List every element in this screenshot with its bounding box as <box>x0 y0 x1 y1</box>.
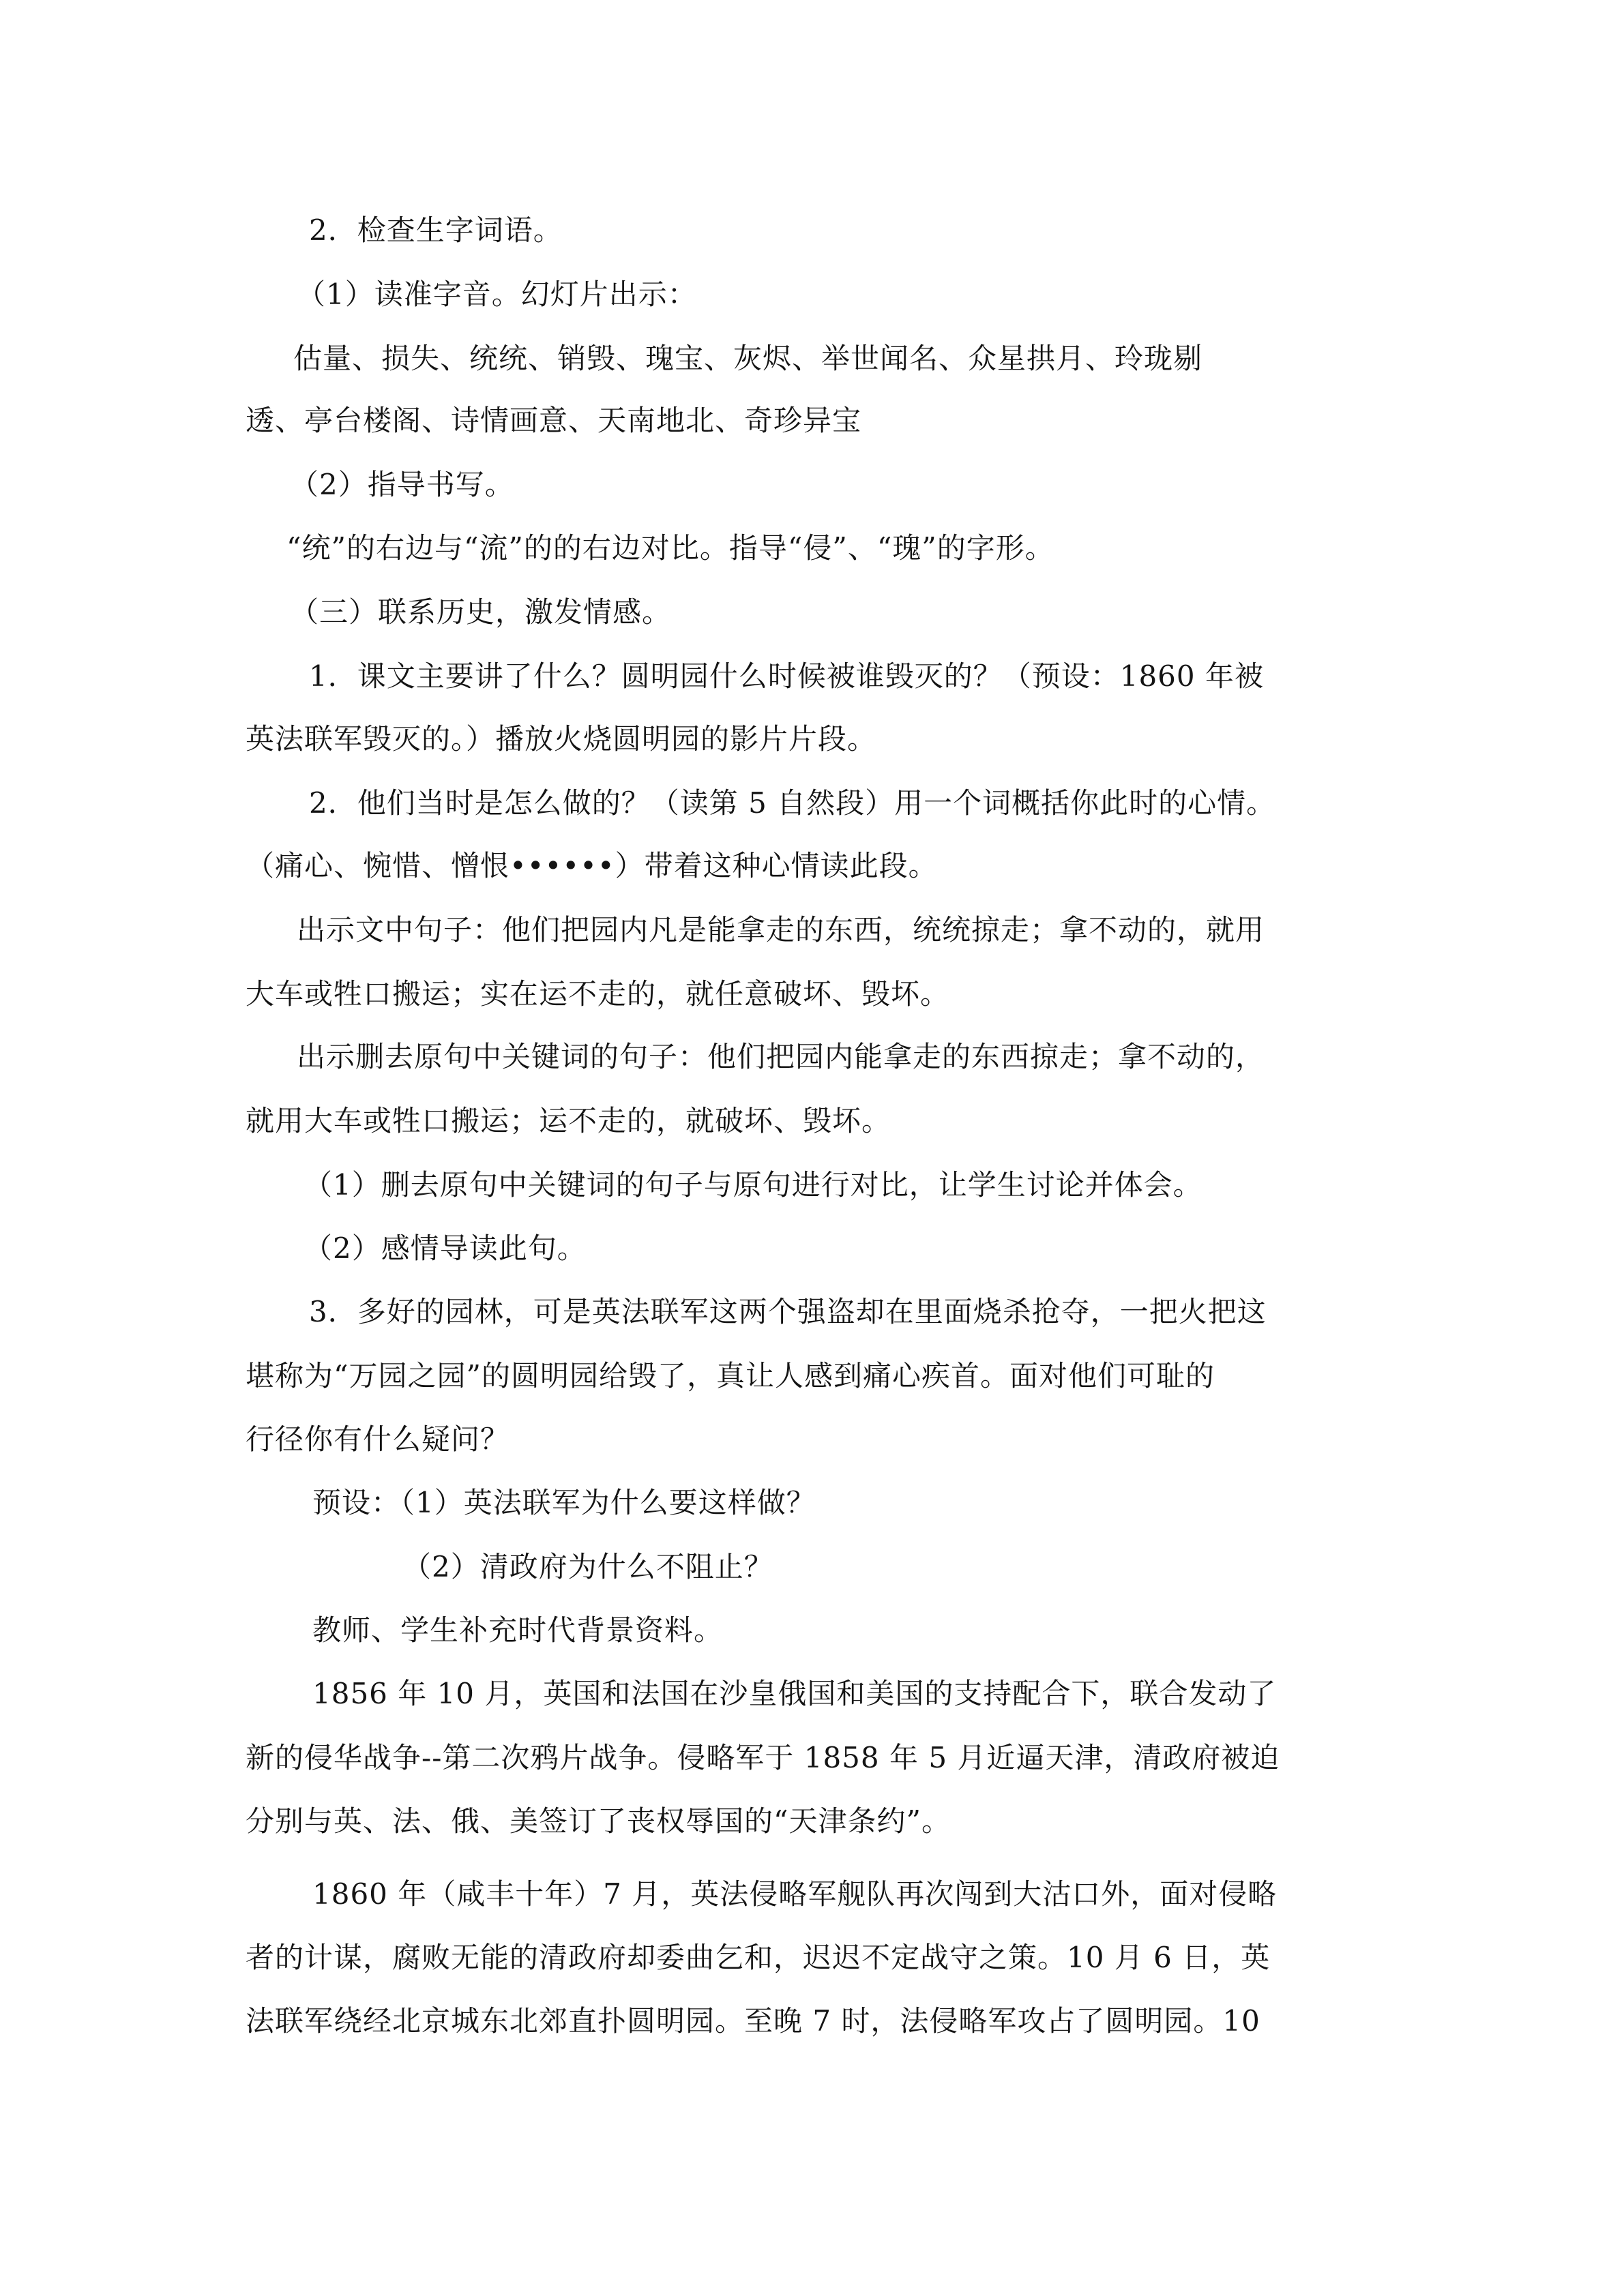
text-line: 3．多好的园林，可是英法联军这两个强盗却在里面烧杀抢夺，一把火把这 <box>309 1295 1267 1328</box>
text-line: （2）指导书写。 <box>290 468 514 501</box>
text-line: 透、亭台楼阁、诗情画意、天南地北、奇珍异宝 <box>246 404 862 437</box>
text-line: 行径你有什么疑问？ <box>246 1422 510 1456</box>
text-line: （2）感情导读此句。 <box>304 1232 587 1265</box>
text-line: 分别与英、法、俄、美签订了丧权辱国的“天津条约”。 <box>246 1804 951 1838</box>
text-line: 大车或牲口搬运；实在运不走的，就任意破坏、毁坏。 <box>246 977 950 1011</box>
text-line: （1）读准字音。幻灯片出示： <box>297 278 697 311</box>
text-line: 出示文中句子：他们把园内凡是能拿走的东西，统统掠走；拿不动的，就用 <box>297 913 1265 946</box>
text-line: （三）联系历史，激发情感。 <box>290 595 672 629</box>
text-line: 教师、学生补充时代背景资料。 <box>312 1613 724 1647</box>
text-line: 就用大车或牲口搬运；运不走的，就破坏、毁坏。 <box>246 1104 891 1137</box>
text-line: 出示删去原句中关键词的句子：他们把园内能拿走的东西掠走；拿不动的， <box>297 1040 1265 1073</box>
text-line: 者的计谋，腐败无能的清政府却委曲乞和，迟迟不定战守之策。10 月 6 日，英 <box>246 1941 1271 1974</box>
text-line: 1856 年 10 月，英国和法国在沙皇俄国和美国的支持配合下，联合发动了 <box>312 1677 1277 1710</box>
text-line: 1860 年（咸丰十年）7 月，英法侵略军舰队再次闯到大沽口外，面对侵略 <box>312 1877 1278 1911</box>
text-line: 1．课文主要讲了什么？圆明园什么时候被谁毁灭的？（预设：1860 年被 <box>309 659 1264 693</box>
text-line: 法联军绕经北京城东北郊直扑圆明园。至晚 7 时，法侵略军攻占了圆明园。10 <box>246 2004 1260 2038</box>
text-line: 新的侵华战争--第二次鸦片战争。侵略军于 1858 年 5 月近逼天津，清政府被迫 <box>246 1741 1280 1774</box>
text-line: 2．检查生字词语。 <box>309 213 563 247</box>
text-line: 英法联军毁灭的。）播放火烧圆明园的影片片段。 <box>246 722 877 756</box>
text-line: 2．他们当时是怎么做的？（读第 5 自然段）用一个词概括你此时的心情。 <box>309 786 1276 820</box>
text-line: “统”的右边与“流”的的右边对比。指导“侵”、“瑰”的字形。 <box>286 531 1054 565</box>
text-line: 估量、损失、统统、销毁、瑰宝、灰烬、举世闻名、众星拱月、玲珑剔 <box>293 342 1203 375</box>
text-line: （痛心、惋惜、憎恨••••••）带着这种心情读此段。 <box>246 849 938 882</box>
text-line: （2）清政府为什么不阻止？ <box>402 1550 773 1583</box>
text-line: 预设：（1）英法联军为什么要这样做？ <box>312 1486 816 1519</box>
text-line: 堪称为“万园之园”的圆明园给毁了，真让人感到痛心疾首。面对他们可耻的 <box>246 1359 1215 1392</box>
text-line: （1）删去原句中关键词的句子与原句进行对比，让学生讨论并体会。 <box>304 1168 1202 1202</box>
